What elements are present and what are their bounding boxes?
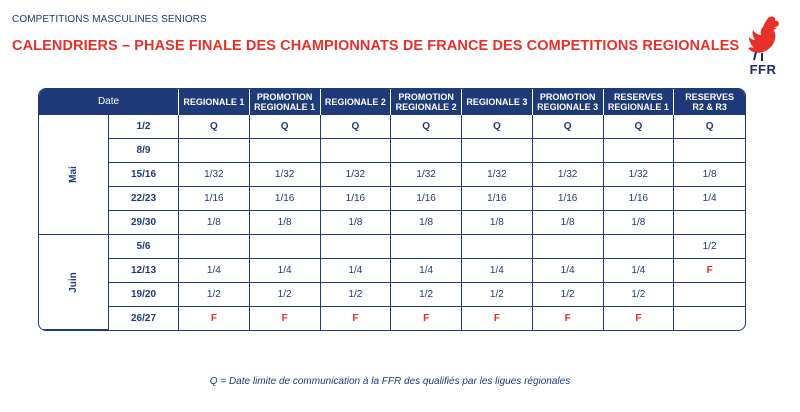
round-cell: Q [321, 115, 392, 139]
round-cell [250, 235, 321, 259]
round-cell: 1/2 [533, 283, 604, 307]
month-label: Mai [67, 166, 79, 183]
round-cell [321, 139, 392, 163]
calendar-table [38, 88, 746, 331]
round-cell: 1/32 [604, 163, 675, 187]
round-cell: 1/4 [462, 259, 533, 283]
column-header-line: REGIONALE 2 [324, 97, 386, 107]
page-title: CALENDRIERS – PHASE FINALE DES CHAMPIONNATS DE FRANCE DES COMPETITIONS REGIONALES [12, 38, 740, 54]
table-header-row [39, 89, 745, 115]
round-cell: F [604, 307, 675, 330]
table-row [39, 163, 745, 187]
round-cell [250, 139, 321, 163]
table-row [39, 211, 745, 235]
round-cell [391, 235, 462, 259]
column-header-line: PROMOTION [256, 92, 313, 102]
round-cell: 1/16 [250, 187, 321, 211]
logo-text: FFR [749, 62, 777, 77]
table-row [39, 235, 745, 259]
rooster-icon [738, 12, 788, 62]
round-cell: 1/4 [674, 187, 745, 211]
round-cell: 1/2 [391, 283, 462, 307]
date-cell: 19/20 [109, 283, 179, 307]
column-header-line: PROMOTION [539, 92, 596, 102]
table-row [39, 307, 745, 330]
date-cell: 12/13 [109, 259, 179, 283]
round-cell [179, 139, 250, 163]
month-label: Juin [68, 271, 79, 293]
round-cell: F [391, 307, 462, 330]
table-row [39, 283, 745, 307]
round-cell [674, 211, 745, 235]
column-header [462, 89, 533, 115]
round-cell: 1/32 [179, 163, 250, 187]
table-row [39, 187, 745, 211]
round-cell: F [462, 307, 533, 330]
round-cell: F [250, 307, 321, 330]
month-cell [39, 235, 109, 330]
round-cell [391, 139, 462, 163]
round-cell: F [533, 307, 604, 330]
round-cell: 1/32 [533, 163, 604, 187]
date-column-header: Date [39, 89, 179, 115]
round-cell: 1/2 [674, 235, 745, 259]
round-cell: 1/8 [604, 211, 675, 235]
round-cell: 1/2 [604, 283, 675, 307]
round-cell: 1/8 [674, 163, 745, 187]
column-header-line: RESERVES [613, 92, 663, 102]
column-header [533, 89, 604, 115]
table-row [39, 139, 745, 163]
ffr-logo [738, 12, 788, 78]
column-header-line: PROMOTION [398, 92, 454, 102]
table-row [39, 115, 745, 139]
round-cell [533, 139, 604, 163]
round-cell: 1/8 [179, 211, 250, 235]
round-cell: 1/2 [462, 283, 533, 307]
date-cell: 26/27 [109, 307, 179, 330]
round-cell [604, 235, 675, 259]
date-cell: 5/6 [109, 235, 179, 259]
column-header-line: REGIONALE 2 [395, 102, 457, 112]
column-header [391, 89, 462, 115]
round-cell [462, 139, 533, 163]
column-header-line: REGIONALE 1 [607, 102, 669, 112]
round-cell: 1/32 [462, 163, 533, 187]
round-cell: 1/16 [179, 187, 250, 211]
column-header-line: R2 & R3 [692, 102, 727, 112]
round-cell: Q [250, 115, 321, 139]
round-cell: Q [604, 115, 675, 139]
round-cell [674, 283, 745, 307]
date-cell: 15/16 [109, 163, 179, 187]
round-cell: 1/16 [462, 187, 533, 211]
round-cell: Q [674, 115, 745, 139]
round-cell: 1/2 [321, 283, 392, 307]
date-cell: 8/9 [109, 139, 179, 163]
date-cell: 22/23 [109, 187, 179, 211]
round-cell [462, 235, 533, 259]
column-header-line: REGIONALE 1 [254, 102, 316, 112]
date-cell: 1/2 [109, 115, 179, 139]
round-cell [674, 307, 745, 330]
round-cell [533, 235, 604, 259]
column-header [674, 89, 745, 115]
round-cell: 1/32 [391, 163, 462, 187]
round-cell: 1/16 [321, 187, 392, 211]
round-cell [321, 235, 392, 259]
round-cell: 1/4 [391, 259, 462, 283]
round-cell [604, 139, 675, 163]
round-cell: 1/2 [250, 283, 321, 307]
round-cell: Q [533, 115, 604, 139]
header-subtitle: COMPETITIONS MASCULINES SENIORS [12, 14, 207, 25]
round-cell: F [321, 307, 392, 330]
round-cell: Q [462, 115, 533, 139]
round-cell: Q [391, 115, 462, 139]
round-cell: F [179, 307, 250, 330]
round-cell: 1/4 [533, 259, 604, 283]
round-cell: F [674, 259, 745, 283]
round-cell: 1/8 [321, 211, 392, 235]
round-cell: 1/2 [179, 283, 250, 307]
round-cell: 1/8 [533, 211, 604, 235]
round-cell: 1/4 [250, 259, 321, 283]
column-header-line: RESERVES [685, 92, 735, 102]
column-header-line: REGIONALE 3 [537, 102, 599, 112]
table-row [39, 259, 745, 283]
round-cell: 1/4 [321, 259, 392, 283]
round-cell: 1/8 [250, 211, 321, 235]
column-header [179, 89, 250, 115]
table-body [39, 115, 745, 330]
round-cell: 1/8 [391, 211, 462, 235]
column-header [321, 89, 392, 115]
round-cell: 1/32 [321, 163, 392, 187]
round-cell: 1/8 [462, 211, 533, 235]
round-cell [674, 139, 745, 163]
round-cell: Q [179, 115, 250, 139]
column-header [604, 89, 675, 115]
round-cell: 1/4 [179, 259, 250, 283]
round-cell: 1/16 [391, 187, 462, 211]
round-cell: 1/32 [250, 163, 321, 187]
date-cell: 29/30 [109, 211, 179, 235]
round-cell: 1/4 [604, 259, 675, 283]
column-header-line: REGIONALE 1 [183, 97, 245, 107]
column-header-line: REGIONALE 3 [466, 97, 528, 107]
column-header [250, 89, 321, 115]
footnote: Q = Date limite de communication à la FFR des qualifiés par les ligues régionales [209, 376, 571, 387]
month-cell [39, 115, 109, 235]
round-cell [179, 235, 250, 259]
round-cell: 1/16 [604, 187, 675, 211]
round-cell: 1/16 [533, 187, 604, 211]
